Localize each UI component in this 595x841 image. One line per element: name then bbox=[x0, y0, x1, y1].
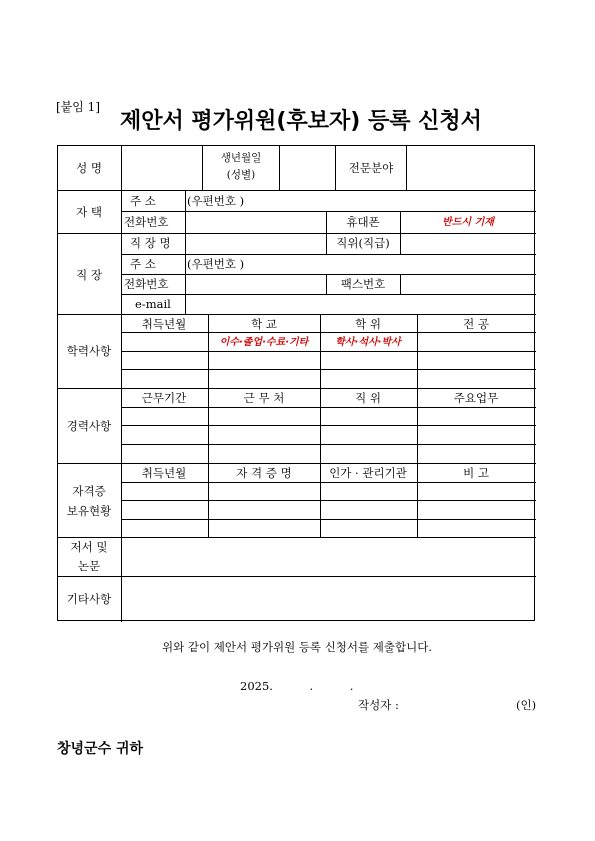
home-address-field[interactable]: (우편번호 ) bbox=[187, 194, 245, 208]
publication-input[interactable] bbox=[122, 538, 534, 575]
edu-header-degree: 학 위 bbox=[355, 317, 381, 331]
cert-header-authority: 인가 · 관리기관 bbox=[329, 466, 407, 480]
attachment-label: [붙임 1] bbox=[56, 100, 100, 114]
work-address-label: 주 소 bbox=[130, 257, 156, 271]
work-phone-label: 전화번호 bbox=[124, 277, 169, 291]
home-label: 자 택 bbox=[76, 205, 102, 219]
submission-statement: 위와 같이 제안서 평가위원 등록 신청서를 제출합니다. bbox=[162, 640, 432, 654]
publication-label-1: 저서 및 bbox=[70, 540, 108, 554]
birth-label: 생년월일 bbox=[220, 152, 262, 164]
cert-header-name: 자 격 증 명 bbox=[236, 466, 292, 480]
registration-form-table bbox=[57, 145, 535, 621]
date-line: 2025. . . bbox=[240, 679, 354, 693]
edu-degree-note: 학사·석사·박사 bbox=[335, 337, 401, 348]
career-label: 경력사항 bbox=[66, 419, 112, 433]
email-label: e-mail bbox=[135, 297, 171, 311]
fax-label: 팩스번호 bbox=[340, 277, 386, 291]
fax-input[interactable] bbox=[401, 275, 534, 293]
name-label: 성 명 bbox=[76, 161, 102, 175]
gender-label: (성별) bbox=[226, 169, 256, 181]
education-label: 학력사항 bbox=[66, 344, 112, 358]
name-input[interactable] bbox=[122, 147, 201, 189]
position-input[interactable] bbox=[401, 234, 534, 253]
field-label: 전문분야 bbox=[348, 161, 394, 175]
home-phone-input[interactable] bbox=[186, 212, 325, 232]
page-title: 제안서 평가위원(후보자) 등록 신청서 bbox=[120, 109, 482, 134]
seal-mark: (인) bbox=[516, 698, 537, 712]
other-input[interactable] bbox=[122, 577, 534, 620]
birth-input[interactable] bbox=[280, 147, 334, 189]
edu-header-school: 학 교 bbox=[251, 317, 277, 331]
cert-header-remarks: 비 고 bbox=[463, 466, 489, 480]
edu-school-note: 이수·졸업·수료·기타 bbox=[219, 337, 309, 348]
mobile-required-note: 반드시 기재 bbox=[442, 217, 494, 228]
work-label: 직 장 bbox=[76, 268, 102, 282]
position-label: 직위(직급) bbox=[336, 236, 390, 250]
cert-label-2: 보유현황 bbox=[66, 504, 112, 518]
field-input[interactable] bbox=[407, 147, 534, 189]
career-header-duties: 주요업무 bbox=[453, 391, 499, 405]
publication-label-2: 논문 bbox=[77, 559, 101, 573]
cert-label-1: 자격증 bbox=[72, 484, 106, 498]
edu-header-major: 전 공 bbox=[463, 317, 489, 331]
email-input[interactable] bbox=[186, 295, 534, 313]
writer-label: 작성자 : bbox=[358, 698, 399, 712]
addressee: 창녕군수 귀하 bbox=[57, 741, 144, 757]
edu-header-date: 취득년월 bbox=[141, 317, 187, 331]
career-header-period: 근무기간 bbox=[141, 391, 187, 405]
career-header-position: 직 위 bbox=[355, 391, 381, 405]
other-label: 기타사항 bbox=[66, 592, 112, 606]
home-address-label: 주 소 bbox=[130, 194, 156, 208]
home-phone-label: 전화번호 bbox=[124, 215, 169, 229]
mobile-label: 휴대폰 bbox=[346, 215, 380, 229]
work-name-input[interactable] bbox=[186, 234, 325, 253]
career-header-employer: 근 무 처 bbox=[243, 391, 285, 405]
work-name-label: 직 장 명 bbox=[130, 236, 171, 250]
work-phone-input[interactable] bbox=[186, 275, 325, 293]
cert-header-date: 취득년월 bbox=[141, 466, 187, 480]
work-address-field[interactable]: (우편번호 ) bbox=[187, 257, 245, 271]
